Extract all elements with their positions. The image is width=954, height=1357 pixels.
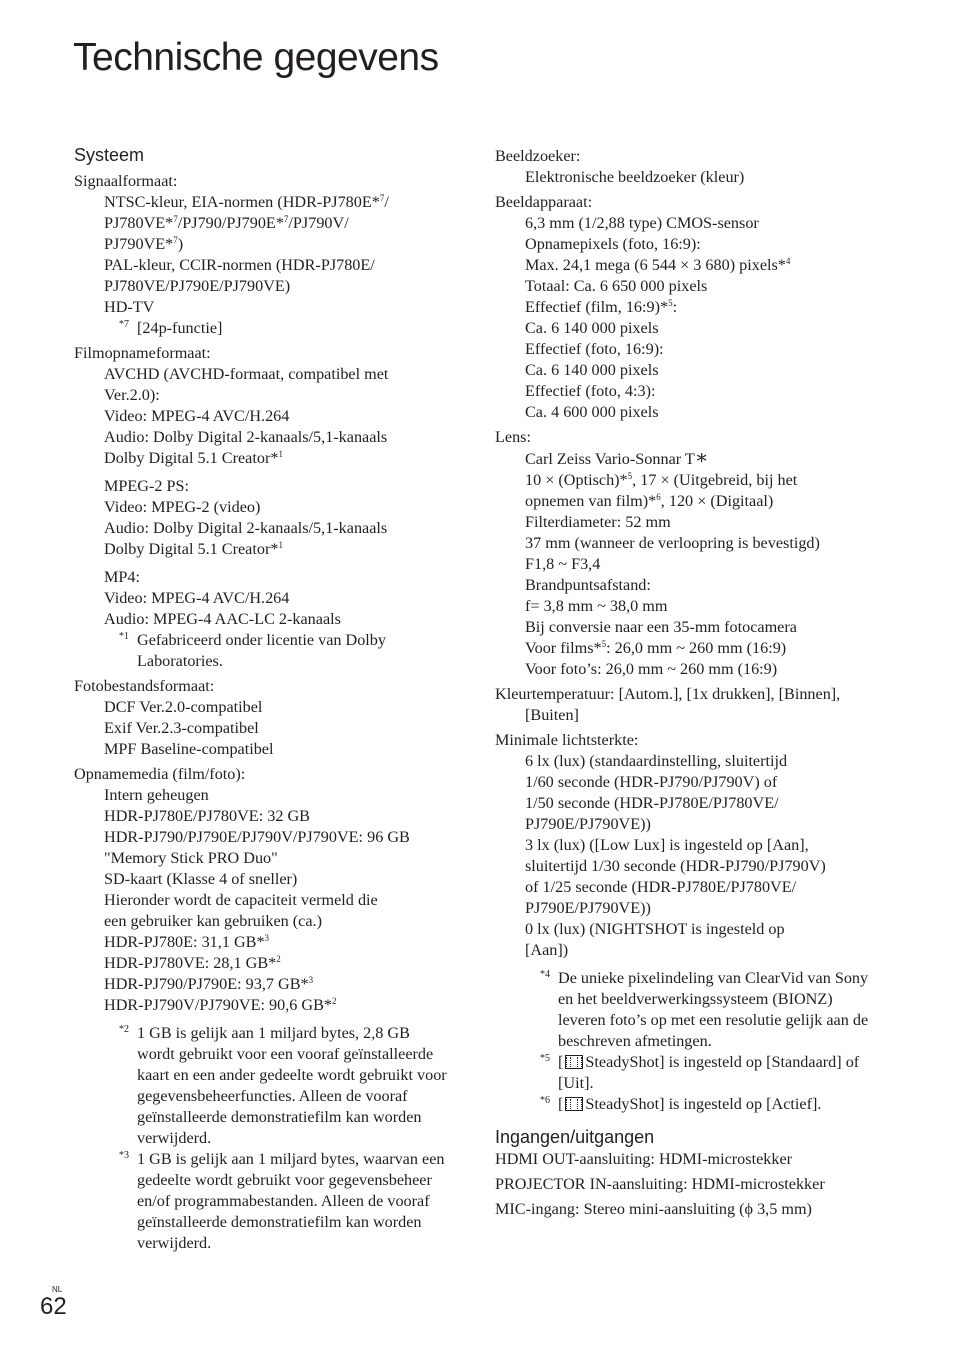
spec-value: NTSC-kleur, EIA-normen (HDR-PJ780E*$^7$/ xyxy=(104,193,389,211)
page-number: 62 xyxy=(40,1293,67,1320)
spec-label: Opnamemedia (film/foto): xyxy=(74,765,246,783)
spec-value: 1/50 seconde (HDR-PJ780E/PJ780VE/ xyxy=(525,794,779,812)
spec-value: PJ780VE/PJ790E/PJ790VE) xyxy=(104,277,291,295)
footnote: *5 [ SteadyShot] is ingesteld op [Standaard] of [Uit]. xyxy=(540,1053,860,1092)
spec-label: Lens: xyxy=(495,428,531,446)
spec-value: 6,3 mm (1/2,88 type) CMOS-sensor xyxy=(525,214,759,232)
spec-value: Elektronische beeldzoeker (kleur) xyxy=(525,168,745,186)
spec-value: 10 × (Optisch)*$^5$, 17 × (Uitgebreid, bij het xyxy=(525,471,798,489)
spec-label: Fotobestandsformaat: xyxy=(74,677,215,695)
spec-value: HDR-PJ780E: 31,1 GB*$^3$ xyxy=(104,933,270,951)
spec-value: sluitertijd 1/30 seconde (HDR-PJ790/PJ790V) xyxy=(525,857,826,875)
spec-value: 1/60 seconde (HDR-PJ790/PJ790V) of xyxy=(525,773,778,791)
section-heading-ingangen: Ingangen/uitgangen xyxy=(495,1127,655,1147)
spec-value: Video: MPEG-4 AVC/H.264 xyxy=(104,589,290,607)
spec-value: Video: MPEG-4 AVC/H.264 xyxy=(104,407,290,425)
film-mode-icon xyxy=(565,1097,583,1111)
spec-label: Signaalformaat: xyxy=(74,172,178,190)
spec-value: HD-TV xyxy=(104,298,155,316)
spec-value: MP4: xyxy=(104,568,140,586)
spec-label: PROJECTOR IN-aansluiting: HDMI-microstekker xyxy=(495,1175,825,1193)
spec-value: Effectief (foto, 4:3): xyxy=(525,382,656,400)
footnote: *4 De unieke pixelindeling van ClearVid van Sony en het beeldverwerkingssysteem (BIONZ) leveren foto’s op met een resolutie gelijk aan de beschreven afmetingen. xyxy=(540,969,869,1050)
spec-value: of 1/25 seconde (HDR-PJ780E/PJ780VE/ xyxy=(525,878,797,896)
spec-value: 0 lx (lux) (NIGHTSHOT is ingesteld op xyxy=(525,920,785,938)
spec-label: HDMI OUT-aansluiting: HDMI-microstekker xyxy=(495,1150,793,1168)
spec-value: DCF Ver.2.0-compatibel xyxy=(104,698,263,716)
spec-value: Voor foto’s: 26,0 mm ~ 260 mm (16:9) xyxy=(525,660,778,678)
spec-value: Exif Ver.2.3-compatibel xyxy=(104,719,259,737)
spec-label: Minimale lichtsterkte: xyxy=(495,731,639,749)
spec-value: PJ790E/PJ790VE)) xyxy=(525,815,651,833)
footnote-marker: *7 xyxy=(119,319,129,330)
spec-value: Intern geheugen xyxy=(104,786,209,804)
footnote-marker: *4 xyxy=(540,969,550,980)
spec-value: PAL-kleur, CCIR-normen (HDR-PJ780E/ xyxy=(104,256,375,274)
spec-value: Ver.2.0): xyxy=(104,386,160,404)
spec-value: PJ790VE*$^7$) xyxy=(104,235,184,253)
spec-value: "Memory Stick PRO Duo" xyxy=(104,849,278,867)
spec-value: AVCHD (AVCHD-formaat, compatibel met xyxy=(104,365,389,383)
spec-value: F1,8 ~ F3,4 xyxy=(525,555,601,573)
spec-label: Beeldapparaat: xyxy=(495,193,593,211)
spec-value: MPF Baseline-compatibel xyxy=(104,740,274,758)
spec-value: HDR-PJ780E/PJ780VE: 32 GB xyxy=(104,807,310,825)
footnote-marker: *5 xyxy=(540,1053,550,1064)
spec-value: Filterdiameter: 52 mm xyxy=(525,513,671,531)
spec-label: MIC-ingang: Stereo mini-aansluiting (ϕ 3,5 mm) xyxy=(495,1200,812,1218)
spec-value: PJ780VE*$^7$/PJ790/PJ790E*$^7$/PJ790V/ xyxy=(104,214,349,232)
spec-value: HDR-PJ790/PJ790E: 93,7 GB*$^3$ xyxy=(104,975,314,993)
spec-value: PJ790E/PJ790VE)) xyxy=(525,899,651,917)
footnote-marker: *3 xyxy=(119,1150,129,1161)
spec-value: Video: MPEG-2 (video) xyxy=(104,498,261,516)
page-language: NL xyxy=(52,1285,63,1294)
spec-value: een gebruiker kan gebruiken (ca.) xyxy=(104,912,322,930)
footnote-marker: *2 xyxy=(119,1024,129,1035)
zeiss-star-icon: ∗ xyxy=(694,447,709,469)
spec-value: Effectief (foto, 16:9): xyxy=(525,340,664,358)
spec-value: MPEG-2 PS: xyxy=(104,477,190,495)
right-column xyxy=(495,146,875,1220)
spec-value: f= 3,8 mm ~ 38,0 mm xyxy=(525,597,668,615)
spec-value: Audio: Dolby Digital 2-kanaals/5,1-kanaals xyxy=(104,428,388,446)
spec-value: Ca. 4 600 000 pixels xyxy=(525,403,659,421)
footnote: *1 Gefabriceerd onder licentie van Dolby Laboratories. xyxy=(119,631,386,670)
footnote: *7 [24p-functie] xyxy=(119,319,223,337)
film-mode-icon xyxy=(565,1055,583,1069)
spec-value: 3 lx (lux) ([Low Lux] is ingesteld op [Aan], xyxy=(525,836,809,854)
spec-value: Opnamepixels (foto, 16:9): xyxy=(525,235,701,253)
footnote: *6 [ SteadyShot] is ingesteld op [Actief]. xyxy=(540,1095,822,1113)
spec-label: Filmopnameformaat: xyxy=(74,344,211,362)
spec-value: Ca. 6 140 000 pixels xyxy=(525,361,659,379)
spec-value: Ca. 6 140 000 pixels xyxy=(525,319,659,337)
spec-value: Bij conversie naar een 35-mm fotocamera xyxy=(525,618,797,636)
spec-value: Audio: MPEG-4 AAC-LC 2-kanaals xyxy=(104,610,341,628)
spec-value: Hieronder wordt de capaciteit vermeld die xyxy=(104,891,378,909)
spec-value: HDR-PJ790V/PJ790VE: 90,6 GB*$^2$ xyxy=(104,996,337,1014)
spec-value: opnemen van film)*$^6$, 120 × (Digitaal) xyxy=(525,492,774,510)
section-heading-systeem: Systeem xyxy=(74,145,145,165)
spec-value: 37 mm (wanneer de verloopring is bevestigd) xyxy=(525,534,820,552)
spec-value: [Aan]) xyxy=(525,941,569,959)
spec-value: Effectief (film, 16:9)*$^5$: xyxy=(525,298,678,316)
footnote-marker: *6 xyxy=(540,1095,550,1106)
footnote: *3 1 GB is gelijk aan 1 miljard bytes, waarvan een gedeelte wordt gebruikt voor gegevensbeheer en/of programmabestanden. Alleen de vooraf geïnstalleerde demonstratiefilm kan worden verwijderd. xyxy=(119,1150,445,1252)
page-title: Technische gegevens xyxy=(73,36,439,79)
spec-value: Dolby Digital 5.1 Creator*$^1$ xyxy=(104,540,283,558)
footnote-marker: *1 xyxy=(119,631,129,642)
left-column xyxy=(74,143,449,1254)
footnote: *2 1 GB is gelijk aan 1 miljard bytes, 2,8 GB wordt gebruikt voor een vooraf geïnstalleerde kaart en een ander gedeelte wordt gebruikt voor gegevensbeheerfuncties. Alleen de vooraf geïnstalleerde demonstratiefilm kan worden verwijderd. xyxy=(119,1024,447,1147)
spec-value: Voor films*$^5$: 26,0 mm ~ 260 mm (16:9) xyxy=(525,639,787,657)
spec-value: SD-kaart (Klasse 4 of sneller) xyxy=(104,870,298,888)
spec-value: Carl Zeiss Vario-Sonnar T∗ xyxy=(525,447,709,469)
spec-value: 6 lx (lux) (standaardinstelling, sluitertijd xyxy=(525,752,788,770)
spec-value: Totaal: Ca. 6 650 000 pixels xyxy=(525,277,708,295)
spec-label: Kleurtemperatuur: [Autom.], [1x drukken], [Binnen], [Buiten] xyxy=(495,685,841,724)
spec-value: Dolby Digital 5.1 Creator*$^1$ xyxy=(104,449,283,467)
spec-value: Audio: Dolby Digital 2-kanaals/5,1-kanaals xyxy=(104,519,388,537)
spec-value: Max. 24,1 mega (6 544 × 3 680) pixels*$^4$ xyxy=(525,256,791,274)
spec-value: HDR-PJ780VE: 28,1 GB*$^2$ xyxy=(104,954,281,972)
spec-label: Beeldzoeker: xyxy=(495,147,581,165)
spec-value: HDR-PJ790/PJ790E/PJ790V/PJ790VE: 96 GB xyxy=(104,828,410,846)
spec-value: Brandpuntsafstand: xyxy=(525,576,651,594)
